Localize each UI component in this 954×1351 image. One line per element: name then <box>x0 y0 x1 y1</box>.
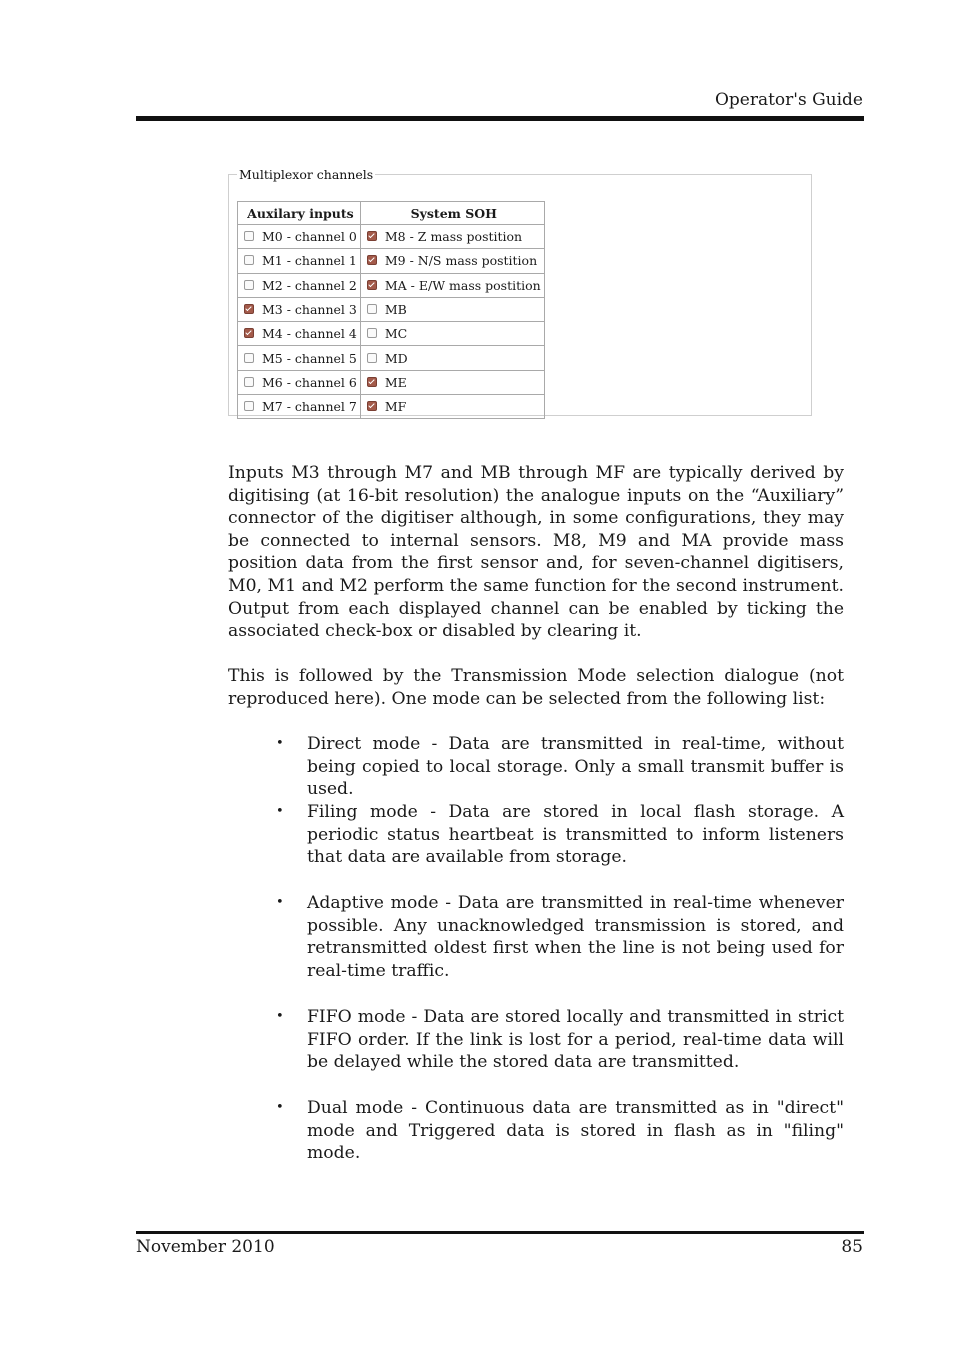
table-row <box>238 346 545 370</box>
checkbox-checked[interactable] <box>367 231 377 241</box>
checkbox-unchecked[interactable] <box>367 328 377 338</box>
checkbox-checked[interactable] <box>244 328 254 338</box>
column-header-system-soh: System SOH <box>360 202 544 225</box>
channel-label: M2 - channel 2 <box>262 277 357 293</box>
table-row <box>238 225 545 249</box>
running-header: Operator's Guide <box>714 90 863 110</box>
channel-label: M6 - channel 6 <box>262 374 357 390</box>
channel-label: M7 - channel 7 <box>262 399 357 415</box>
channel-label: M0 - channel 0 <box>262 229 357 245</box>
bullet-icon: • <box>276 804 284 819</box>
channel-cell <box>238 322 361 346</box>
channel-label: M3 - channel 3 <box>262 302 357 318</box>
channel-label: MB <box>384 302 407 318</box>
channel-cell <box>360 273 544 297</box>
channel-label: M8 - Z mass postition <box>384 229 523 245</box>
mode-description: Filing mode - Data are stored in local flash storage. A periodic status heartbeat is transmitted to inform listeners that data are available from storage. <box>307 802 844 868</box>
checkbox-checked[interactable] <box>367 280 377 290</box>
table-row <box>238 273 545 297</box>
column-header-auxiliary-inputs: Auxilary inputs <box>238 202 361 225</box>
paragraph-transmission-mode: This is followed by the Transmission Mode selection dialogue (not reproduced here). One mode can be selected from the following list: <box>228 666 844 709</box>
table-row <box>238 322 545 346</box>
checkbox-unchecked[interactable] <box>367 304 377 314</box>
bullet-icon: • <box>276 895 284 910</box>
mode-description: Adaptive mode - Data are transmitted in real-time whenever possible. Any unacknowledged transmission is stored, and retransmitted oldest first when the line is not being used for real-time traffic. <box>307 893 844 981</box>
channel-label: M4 - channel 4 <box>262 326 357 342</box>
table-header-row <box>238 202 545 225</box>
channel-cell <box>360 249 544 273</box>
header-rule <box>136 116 864 121</box>
list-item-dual-mode <box>228 1097 844 1165</box>
channel-cell <box>360 225 544 249</box>
mode-description: Dual mode - Continuous data are transmitted as in "direct" mode and Triggered data is stored in flash as in "filing" mode. <box>307 1098 844 1164</box>
list-item-direct-mode <box>228 733 844 801</box>
multiplexor-channels-legend: Multiplexor channels <box>239 167 374 182</box>
checkbox-unchecked[interactable] <box>244 231 254 241</box>
channel-cell <box>238 225 361 249</box>
checkbox-unchecked[interactable] <box>244 255 254 265</box>
table-row <box>238 395 545 419</box>
channel-label: MA - E/W mass postition <box>384 277 541 293</box>
list-item-fifo-mode <box>228 1006 844 1097</box>
checkbox-unchecked[interactable] <box>244 353 254 363</box>
checkbox-unchecked[interactable] <box>244 377 254 387</box>
multiplexor-channels-group <box>228 167 812 416</box>
multiplexor-table <box>237 201 545 419</box>
channel-cell <box>238 297 361 321</box>
channel-cell <box>360 370 544 394</box>
transmission-mode-list <box>228 733 844 1165</box>
bullet-icon: • <box>276 736 284 751</box>
channel-cell <box>360 346 544 370</box>
list-item-adaptive-mode <box>228 892 844 1006</box>
mode-description: Direct mode - Data are transmitted in real-time, without being copied to local storage. Only a small transmit buffer is used. <box>307 734 844 800</box>
checkbox-checked[interactable] <box>244 304 254 314</box>
table-row <box>238 297 545 321</box>
footer-rule <box>136 1231 864 1234</box>
channel-cell <box>238 273 361 297</box>
footer-date: November 2010 <box>136 1237 275 1257</box>
mode-description: FIFO mode - Data are stored locally and transmitted in strict FIFO order. If the link is lost for a period, real-time data will be delayed while the stored data are transmitted. <box>307 1007 844 1073</box>
checkbox-unchecked[interactable] <box>367 353 377 363</box>
page-number: 85 <box>841 1237 863 1257</box>
channel-label: M5 - channel 5 <box>262 350 357 366</box>
checkbox-checked[interactable] <box>367 255 377 265</box>
channel-cell <box>360 395 544 419</box>
channel-cell <box>360 297 544 321</box>
bullet-icon: • <box>276 1009 284 1024</box>
channel-cell <box>238 370 361 394</box>
channel-cell <box>238 249 361 273</box>
channel-label: MD <box>384 350 408 366</box>
channel-label: MC <box>384 326 408 342</box>
channel-label: MF <box>384 399 407 415</box>
channel-cell <box>360 322 544 346</box>
channel-label: M9 - N/S mass postition <box>384 253 538 269</box>
paragraph-inputs-description: Inputs M3 through M7 and MB through MF are typically derived by digitising (at 16-bit resolution) the analogue inputs on the “Auxiliary” connector of the digitiser although, in some configurations, they may be connected to internal sensors. M8, M9 and MA provide mass position data from the first sensor and, for seven-channel digitisers, M0, M1 and M2 perform the same function for the second instrument. Output from each displayed channel can be enabled by ticking the associated check-box or disabled by clearing it. <box>228 463 844 642</box>
table-row <box>238 249 545 273</box>
checkbox-unchecked[interactable] <box>244 280 254 290</box>
channel-cell <box>238 346 361 370</box>
channel-label: M1 - channel 1 <box>262 253 357 269</box>
checkbox-unchecked[interactable] <box>244 401 254 411</box>
checkbox-checked[interactable] <box>367 377 377 387</box>
bullet-icon: • <box>276 1100 284 1115</box>
checkbox-checked[interactable] <box>367 401 377 411</box>
table-row <box>238 370 545 394</box>
channel-label: ME <box>384 374 407 390</box>
channel-cell <box>238 395 361 419</box>
list-item-filing-mode <box>228 801 844 892</box>
